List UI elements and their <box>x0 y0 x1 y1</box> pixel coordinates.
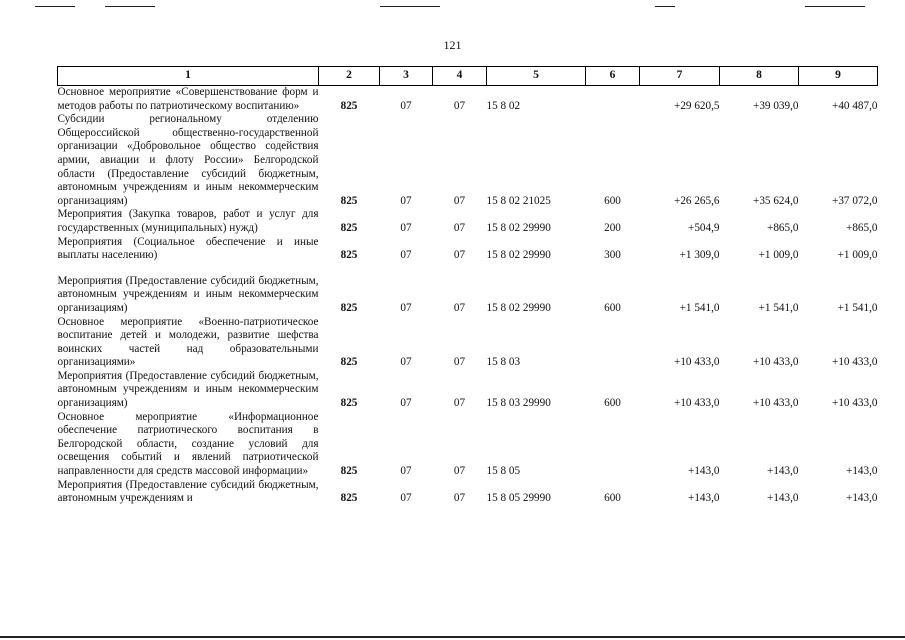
expense-type-code: 600 <box>604 194 621 207</box>
target-article-code: 15 8 02 21025 <box>486 194 551 207</box>
scan-mark <box>0 636 905 638</box>
target-article-code: 15 8 05 29990 <box>486 492 551 505</box>
scan-mark <box>380 6 440 7</box>
column-header: 8 <box>720 67 799 86</box>
amount-col7: +1 541,0 <box>679 301 720 314</box>
amount-col7: +29 620,5 <box>674 99 720 112</box>
amount-col8: +10 433,0 <box>753 356 799 369</box>
column-header: 9 <box>799 67 878 86</box>
section-code: 07 <box>400 221 412 234</box>
ministry-code: 825 <box>340 465 358 478</box>
amount-col8: +10 433,0 <box>753 397 799 410</box>
scan-mark <box>655 6 675 7</box>
target-article-code: 15 8 02 29990 <box>486 249 551 262</box>
amount-col7: +10 433,0 <box>674 397 720 410</box>
table-row <box>58 370 878 411</box>
target-article-code: 15 8 02 29990 <box>486 221 551 234</box>
amount-col9: +10 433,0 <box>832 356 878 369</box>
ministry-code: 825 <box>340 356 358 369</box>
amount-col8: +35 624,0 <box>753 194 799 207</box>
subsection-code: 07 <box>453 99 466 112</box>
amount-col7: +26 265,6 <box>674 194 720 207</box>
subsection-code: 07 <box>453 356 466 369</box>
column-header: 7 <box>640 67 720 86</box>
row-description: Мероприятия (Социальное обеспечение и иные выплаты населению) <box>57 235 319 262</box>
amount-col7: +10 433,0 <box>674 356 720 369</box>
target-article-code: 15 8 02 <box>486 99 521 112</box>
column-header: 3 <box>380 67 433 86</box>
amount-col8: +1 009,0 <box>758 249 799 262</box>
section-code: 07 <box>400 397 412 410</box>
ministry-code: 825 <box>340 249 358 262</box>
amount-col8: +143,0 <box>767 465 799 478</box>
amount-col8: +865,0 <box>767 221 799 234</box>
scan-mark <box>105 6 155 7</box>
table-row <box>58 316 878 370</box>
section-code: 07 <box>400 99 412 112</box>
row-description: Субсидии региональному отделению Общероссийской общественно-государственной организации «Добровольное общество содействия армии, авиации и флоту России» Белгородской области (Предоставление субсидий бюджетным, автономным учреждениям и иным некоммерческим организациям) <box>57 113 319 207</box>
expense-type-code: 600 <box>604 492 621 505</box>
table-row <box>58 113 878 208</box>
row-description: Мероприятия (Закупка товаров, работ и услуг для государственных (муниципальных) нужд) <box>57 208 319 234</box>
expense-type-code <box>586 316 640 370</box>
ministry-code: 825 <box>340 99 358 112</box>
table-row <box>58 411 878 479</box>
subsection-code: 07 <box>453 301 466 314</box>
section-code: 07 <box>400 301 412 314</box>
section-code: 07 <box>400 356 412 369</box>
table-row <box>58 275 878 316</box>
subsection-code: 07 <box>453 221 466 234</box>
expense-type-code: 600 <box>604 301 621 314</box>
amount-col9: +1 009,0 <box>837 249 878 262</box>
amount-col7: +1 309,0 <box>679 249 720 262</box>
scan-mark <box>35 6 75 7</box>
subsection-code: 07 <box>453 397 466 410</box>
row-description: Основное мероприятие «Информационное обеспечение патриотического воспитания в Белгородской области, создание условий для освещения событий и явлений патриотической направленности для средств массовой информации» <box>57 410 319 478</box>
page-number: 121 <box>443 38 462 52</box>
amount-col9: +865,0 <box>846 221 878 234</box>
table-row <box>58 208 878 235</box>
budget-table <box>57 66 878 506</box>
ministry-code: 825 <box>340 397 358 410</box>
amount-col7: +143,0 <box>688 465 720 478</box>
amount-col8: +143,0 <box>767 492 799 505</box>
column-header: 6 <box>586 67 640 86</box>
row-description: Основное мероприятие «Совершенствование форм и методов работы по патриотическому воспитанию» <box>57 86 319 112</box>
amount-col8: +1 541,0 <box>758 301 799 314</box>
table-header-row <box>58 67 878 86</box>
amount-col9: +40 487,0 <box>832 99 878 112</box>
section-code: 07 <box>400 492 412 505</box>
column-header: 1 <box>58 67 319 86</box>
section-code: 07 <box>400 194 412 207</box>
amount-col9: +143,0 <box>846 492 878 505</box>
ministry-code: 825 <box>340 194 358 207</box>
amount-col8: +39 039,0 <box>753 99 799 112</box>
column-header: 5 <box>487 67 586 86</box>
scan-mark <box>805 6 865 7</box>
amount-col9: +1 541,0 <box>837 301 878 314</box>
expense-type-code: 600 <box>604 397 621 410</box>
ministry-code: 825 <box>340 492 358 505</box>
section-code: 07 <box>400 249 412 262</box>
amount-col7: +143,0 <box>688 492 720 505</box>
row-description: Мероприятия (Предоставление субсидий бюджетным, автономным учреждениям и иным некоммерческим организациям) <box>57 274 319 314</box>
table-row <box>58 86 878 114</box>
amount-col9: +37 072,0 <box>832 194 878 207</box>
row-description: Основное мероприятие «Военно-патриотическое воспитание детей и молодежи, развитие шефства воинских частей над образовательными организациями» <box>57 315 319 369</box>
subsection-code: 07 <box>453 465 466 478</box>
target-article-code: 15 8 03 <box>486 356 521 369</box>
column-header: 2 <box>319 67 380 86</box>
subsection-code: 07 <box>453 194 466 207</box>
row-description: Мероприятия (Предоставление субсидий бюджетным, автономным учреждениям и <box>57 478 319 505</box>
expense-type-code <box>586 86 640 114</box>
amount-col7: +504,9 <box>688 221 720 234</box>
column-header: 4 <box>433 67 487 86</box>
expense-type-code <box>586 411 640 479</box>
subsection-code: 07 <box>453 249 466 262</box>
section-code: 07 <box>400 465 412 478</box>
ministry-code: 825 <box>340 221 358 234</box>
row-spacer <box>58 263 878 275</box>
ministry-code: 825 <box>340 301 358 314</box>
target-article-code: 15 8 02 29990 <box>486 301 551 314</box>
row-description: Мероприятия (Предоставление субсидий бюджетным, автономным учреждениям и иным некоммерческим организациям) <box>57 369 319 410</box>
subsection-code: 07 <box>453 492 466 505</box>
amount-col9: +10 433,0 <box>832 397 878 410</box>
target-article-code: 15 8 05 <box>486 465 521 478</box>
amount-col9: +143,0 <box>846 465 878 478</box>
table-row <box>58 479 878 506</box>
expense-type-code: 200 <box>604 221 621 234</box>
target-article-code: 15 8 03 29990 <box>486 397 551 410</box>
table-row <box>58 236 878 263</box>
expense-type-code: 300 <box>604 249 621 262</box>
